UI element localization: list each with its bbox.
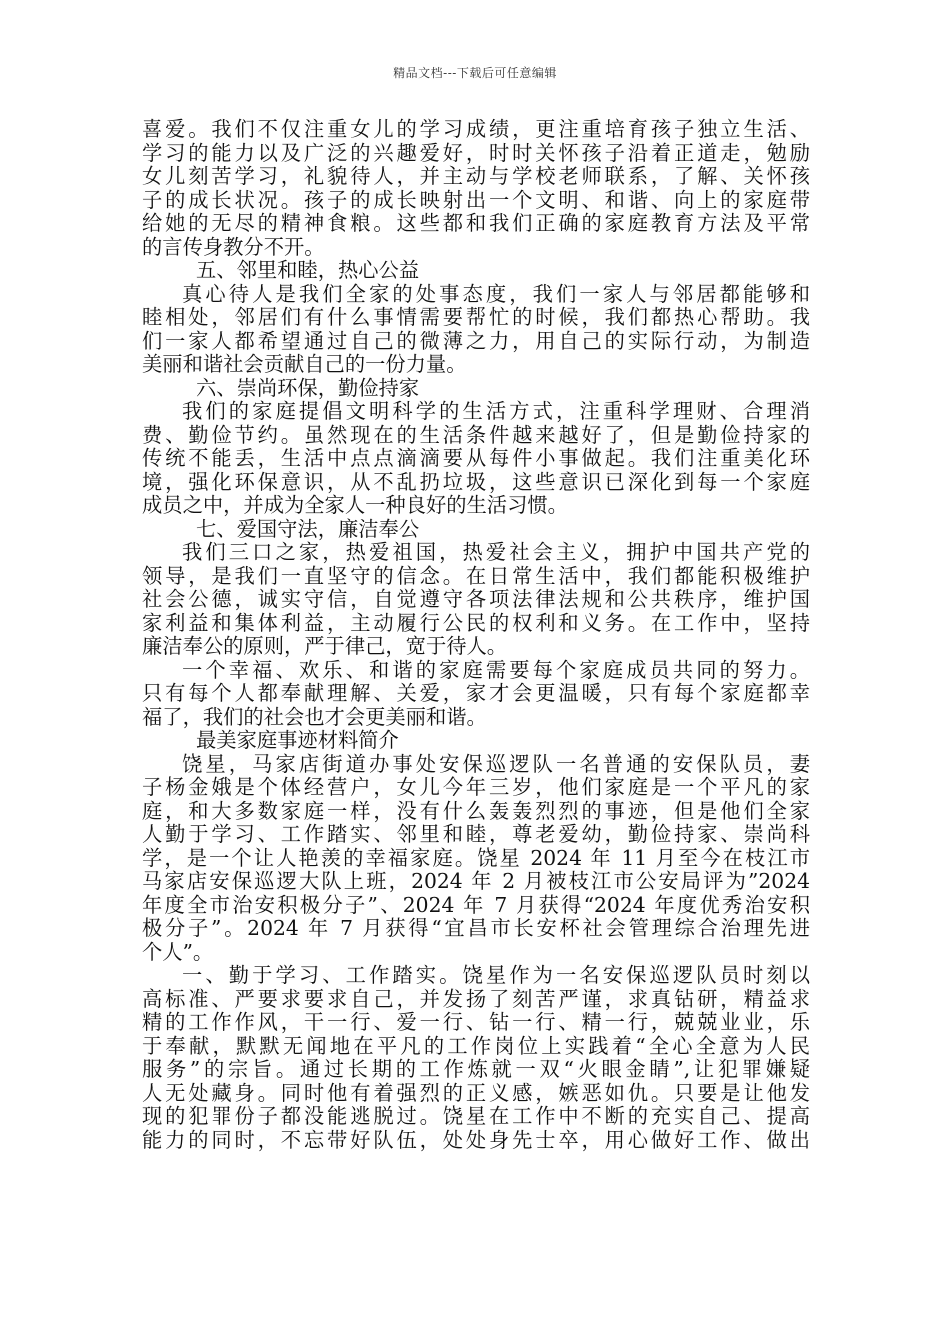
text-line: 传统不能丢，生活中点点滴滴要从每件小事做起。我们注重美化环: [142, 447, 810, 470]
section-heading: 最美家庭事迹材料简介: [196, 729, 399, 752]
text-line: 极分子”。2024 年 7 月获得“宜昌市长安杯社会管理综合治理先进: [142, 917, 810, 940]
text-line: 人无处藏身。同时他有着强烈的正义感，嫉恶如仇。只要是让他发: [142, 1081, 810, 1105]
text-line: 成员之中，并成为全家人一种良好的生活习惯。: [142, 494, 568, 517]
text-line: 我们三口之家，热爱祖国，热爱社会主义，拥护中国共产党的: [182, 541, 810, 564]
text-line: 能力的同时，不忘带好队伍，处处身先士卒，用心做好工作、做出: [142, 1128, 810, 1152]
text-line: 高标准、严要求要求自己，并发扬了刻苦严谨，求真钻研，精益求: [142, 987, 810, 1011]
text-line: 现的犯罪份子都没能逃脱过。饶星在工作中不断的充实自己、提高: [142, 1105, 810, 1128]
text-line: 廉洁奉公的原则，严于律己，宽于待人。: [142, 635, 508, 658]
text-line: 福了，我们的社会也才会更美丽和谐。: [142, 705, 487, 729]
text-line: 女儿刻苦学习，礼貌待人，并主动与学校老师联系，了解、关怀孩: [142, 165, 810, 188]
text-line: 子的成长状况。孩子的成长映射出一个文明、和谐、向上的家庭带: [142, 188, 810, 212]
text-line: 们一家人都希望通过自己的微薄之力，用自己的实际行动，为制造: [142, 329, 810, 353]
section-heading: 七、爱国守法，廉洁奉公: [196, 517, 420, 541]
text-line: 个人”。: [142, 940, 214, 964]
text-line: 只有每个人都奉献理解、关爱，家才会更温暖，只有每个家庭都幸: [142, 682, 810, 705]
text-line: 家利益和集体利益，主动履行公民的权利和义务。在工作中，坚持: [142, 611, 810, 635]
text-line: 我们的家庭提倡文明科学的生活方式，注重科学理财、合理消: [182, 400, 810, 423]
page-header: 精品文档---下载后可任意编辑: [393, 66, 557, 80]
text-line: 真心待人是我们全家的处事态度，我们一家人与邻居都能够和: [182, 282, 810, 306]
text-line: 学习的能力以及广泛的兴趣爱好，时时关怀孩子沿着正道走，勉励: [142, 141, 810, 165]
section-heading: 六、崇尚环保，勤俭持家: [196, 376, 420, 400]
text-line: 境，强化环保意识，从不乱扔垃圾，这些意识已深化到每一个家庭: [142, 470, 810, 494]
text-line: 给她的无尽的精神食粮。这些都和我们正确的家庭教育方法及平常: [142, 212, 810, 235]
text-line: 睦相处，邻居们有什么事情需要帮忙的时候，我们都热心帮助。我: [142, 306, 810, 329]
text-line: 饶星，马家店街道办事处安保巡逻队一名普通的安保队员，妻: [182, 752, 810, 776]
text-line: 喜爱。我们不仅注重女儿的学习成绩，更注重培育孩子独立生活、: [142, 118, 810, 141]
text-line: 子杨金娥是个体经营户，女儿今年三岁，他们家庭是一个平凡的家: [142, 776, 810, 799]
text-line: 的言传身教分不开。: [142, 235, 325, 259]
text-line: 马家店安保巡逻大队上班，2024 年 2 月被枝江市公安局评为”2024: [142, 870, 810, 893]
text-line: 领导，是我们一直坚守的信念。在日常生活中，我们都能积极维护: [142, 564, 810, 588]
text-line: 费、勤俭节约。虽然现在的生活条件越来越好了，但是勤俭持家的: [142, 423, 810, 447]
text-line: 服务”的宗旨。通过长期的工作炼就一双“火眼金睛”,让犯罪嫌疑: [142, 1058, 810, 1081]
text-line: 庭，和大多数家庭一样，没有什么轰轰烈烈的事迹，但是他们全家: [142, 799, 810, 823]
text-line: 一个幸福、欢乐、和谐的家庭需要每个家庭成员共同的努力。: [182, 658, 810, 682]
document-body: [142, 118, 810, 1152]
text-line: 美丽和谐社会贡献自己的一份力量。: [142, 353, 467, 376]
text-line: 人勤于学习、工作踏实、邻里和睦，尊老爱幼，勤俭持家、崇尚科: [142, 823, 810, 846]
text-line: 社会公德，诚实守信，自觉遵守各项法律法规和公共秩序，维护国: [142, 588, 810, 611]
text-line: 年度全市治安积极分子”、2024 年 7 月获得“2024 年度优秀治安积: [142, 893, 810, 917]
text-line: 学，是一个让人艳羡的幸福家庭。饶星 2024 年 11 月至今在枝江市: [142, 846, 810, 870]
section-heading: 五、邻里和睦，热心公益: [196, 259, 420, 282]
text-line: 精的工作作风，干一行、爱一行、钻一行、精一行，兢兢业业，乐: [142, 1011, 810, 1034]
text-line: 一、勤于学习、工作踏实。饶星作为一名安保巡逻队员时刻以: [182, 964, 810, 987]
text-line: 于奉献，默默无闻地在平凡的工作岗位上实践着“全心全意为人民: [142, 1034, 810, 1058]
